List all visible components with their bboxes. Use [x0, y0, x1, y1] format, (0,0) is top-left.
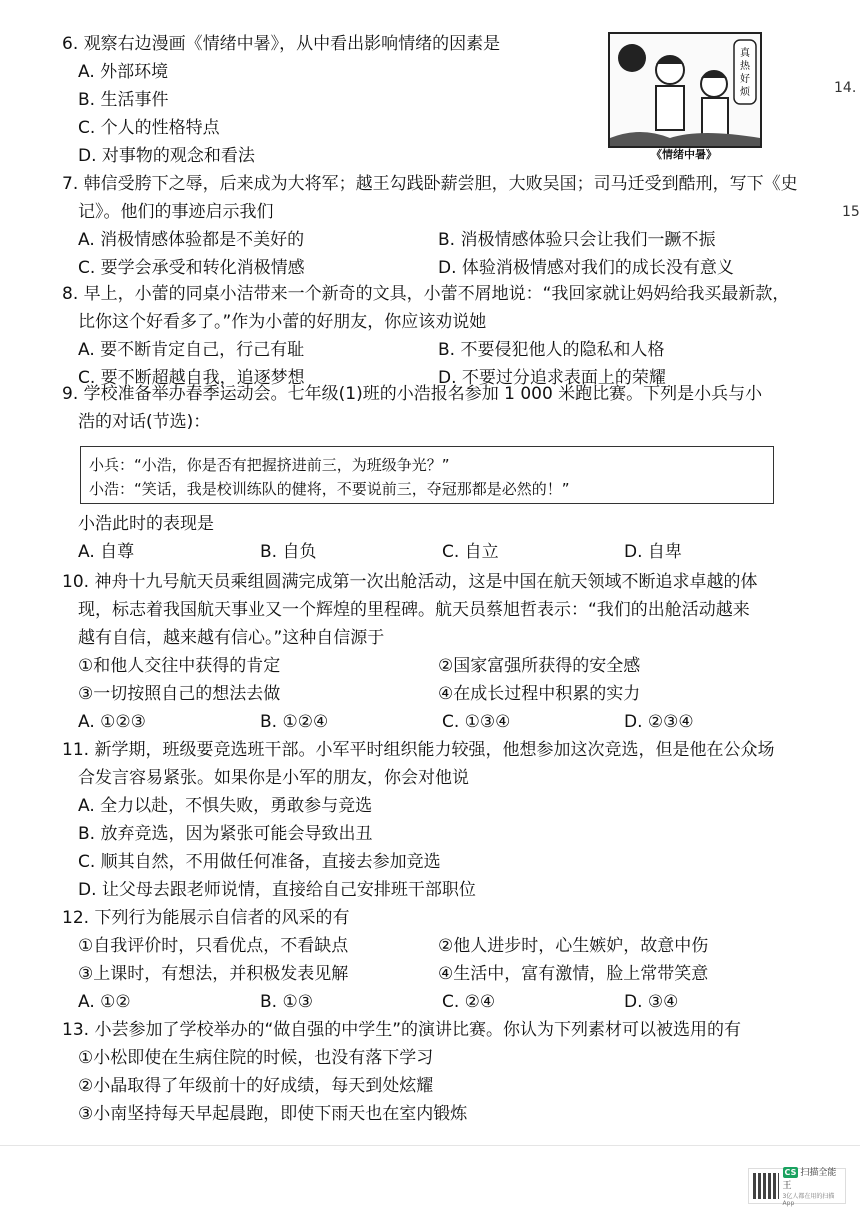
scanner-brand [783, 1165, 845, 1207]
dialog-line-xiaohao: 小浩：“笑话，我是校训练队的健将，不要说前三，夺冠那都是必然的！” [89, 480, 570, 498]
question-10-items-row1 [62, 652, 820, 680]
question-12-option-c: C. ②④ [442, 992, 496, 1012]
question-11-option-b: B. 放弃竞选，因为紧张可能会导致出丑 [78, 824, 373, 844]
question-7 [62, 170, 820, 282]
question-8-option-b: B. 不要侵犯他人的隐私和人格 [438, 340, 665, 360]
question-11-option-d: D. 让父母去跟老师说情，直接给自己安排班干部职位 [78, 880, 476, 900]
question-6-option-c: C. 个人的性格特点 [78, 118, 220, 138]
question-9-option-b: B. 自负 [260, 542, 317, 562]
question-12-options [62, 988, 820, 1016]
question-12-items-row2 [62, 960, 820, 988]
question-6-option-b: B. 生活事件 [78, 90, 169, 110]
scanner-watermark [748, 1168, 846, 1207]
question-9-options [62, 538, 820, 566]
question-7-option-c: C. 要学会承受和转化消极情感 [78, 258, 305, 278]
question-12-items-row1 [62, 932, 820, 960]
cartoon-caption: 《情绪中暑》 [651, 148, 717, 161]
scanner-brand-name: 扫描全能王 [782, 1168, 837, 1191]
question-11-option-c: C. 顺其自然，不用做任何准备，直接去参加竞选 [78, 852, 441, 872]
question-12-item-1: ①自我评价时，只看优点，不看缺点 [78, 936, 349, 956]
question-10-option-a: A. ①②③ [78, 712, 146, 732]
question-9-option-c: C. 自立 [442, 542, 499, 562]
question-10-option-c: C. ①③④ [442, 712, 511, 732]
question-12-stem: 12. 下列行为能展示自信者的风采的有 [62, 908, 350, 928]
svg-text:真: 真 [740, 48, 750, 59]
question-9-stem-line2: 浩的对话(节选)： [78, 412, 211, 432]
question-7-stem-line2: 记》。他们的事迹启示我们 [78, 202, 274, 222]
question-12-option-b: B. ①③ [260, 992, 313, 1012]
dialog-line-xiaobing: 小兵：“小浩，你是否有把握挤进前三，为班级争光？” [89, 456, 450, 474]
question-12-option-d: D. ③④ [624, 992, 679, 1012]
question-10-item-4: ④在成长过程中积累的实力 [438, 684, 641, 704]
question-9-tail [62, 510, 820, 566]
question-13 [62, 1016, 820, 1128]
question-6-option-d: D. 对事物的观念和看法 [78, 146, 255, 166]
question-11-stem-line1: 11. 新学期，班级要竞选班干部。小军平时组织能力较强，他想参加这次竞选，但是他在公众场 [62, 740, 775, 760]
question-13-item-2: ②小晶取得了年级前十的好成绩，每天到处炫耀 [78, 1076, 434, 1096]
scan-edge-divider [0, 1145, 860, 1146]
question-6-option-a: A. 外部环境 [78, 62, 169, 82]
question-9-option-d: D. 自卑 [624, 542, 682, 562]
question-12-option-a: A. ①② [78, 992, 131, 1012]
question-12 [62, 904, 820, 1016]
question-10 [62, 568, 820, 736]
sun-icon [618, 44, 646, 72]
question-8 [62, 280, 820, 392]
question-10-stem-line3: 越有自信，越来越有信心。”这种自信源于 [78, 628, 385, 648]
question-10-items-row2 [62, 680, 820, 708]
question-8-stem-line2: 比你这个好看多了。”作为小蕾的好朋友，你应该劝说她 [78, 312, 487, 332]
question-12-item-2: ②他人进步时，心生嫉妒，故意中伤 [438, 936, 709, 956]
question-8-stem-line1: 8. 早上，小蕾的同桌小洁带来一个新奇的文具，小蕾不屑地说：“我回家就让妈妈给我买最新款， [62, 284, 790, 304]
edge-mark-15: 15 [842, 204, 860, 220]
question-11-option-a: A. 全力以赴，不惧失败，勇敢参与竞选 [78, 796, 373, 816]
question-10-item-2: ②国家富强所获得的安全感 [438, 656, 641, 676]
scanner-tagline: 3亿人都在用的扫描App [782, 1193, 835, 1207]
dialog-box [80, 446, 774, 504]
question-8-option-c: C. 要不断超越自我，追逐梦想 [78, 368, 305, 388]
question-9-stem-line1: 9. 学校准备举办春季运动会。七年级(1)班的小浩报名参加 1 000 米跑比赛。下列是小兵与小 [62, 384, 763, 404]
question-10-option-d: D. ②③④ [624, 712, 694, 732]
question-10-option-b: B. ①②④ [260, 712, 329, 732]
svg-text:烦: 烦 [740, 87, 750, 98]
edge-mark-14: 14. [834, 80, 857, 96]
question-10-stem-line2: 现，标志着我国航天事业又一个辉煌的里程碑。航天员蔡旭哲表示：“我们的出舱活动越来 [78, 600, 750, 620]
question-6-stem: 6. 观察右边漫画《情绪中暑》，从中看出影响情绪的因素是 [62, 34, 501, 54]
cartoon-image [608, 32, 762, 148]
question-9 [62, 380, 820, 436]
question-11-stem-line2: 合发言容易紧张。如果你是小军的朋友，你会对他说 [78, 768, 469, 788]
question-9-option-a: A. 自尊 [78, 542, 135, 562]
svg-text:好: 好 [740, 74, 750, 85]
svg-text:热: 热 [740, 61, 750, 72]
question-8-option-d: D. 不要过分追求表面上的荣耀 [438, 368, 666, 388]
question-9-stem-line3: 小浩此时的表现是 [78, 514, 214, 534]
question-12-item-3: ③上课时，有想法，并积极发表见解 [78, 964, 349, 984]
question-8-option-a: A. 要不断肯定自己，行己有耻 [78, 340, 305, 360]
question-13-item-3: ③小南坚持每天早起晨跑，即使下雨天也在室内锻炼 [78, 1104, 468, 1124]
question-10-options [62, 708, 820, 736]
question-7-option-b: B. 消极情感体验只会让我们一蹶不振 [438, 230, 716, 250]
scanner-badge: CS [784, 1168, 797, 1177]
question-7-stem-line1: 7. 韩信受胯下之辱，后来成为大将军；越王勾践卧薪尝胆，大败吴国；司马迁受到酷刑，写下《史 [62, 174, 798, 194]
question-8-options-row1 [62, 336, 820, 364]
question-7-options-row1 [62, 226, 820, 254]
question-10-item-3: ③一切按照自己的想法去做 [78, 684, 281, 704]
cartoon-drawing [610, 34, 760, 146]
question-12-item-4: ④生活中，富有激情，脸上常带笑意 [438, 964, 709, 984]
question-10-item-1: ①和他人交往中获得的肯定 [78, 656, 281, 676]
question-7-option-a: A. 消极情感体验都是不美好的 [78, 230, 305, 250]
question-7-options-row2 [62, 254, 820, 282]
question-13-item-1: ①小松即使在生病住院的时候，也没有落下学习 [78, 1048, 434, 1068]
question-11 [62, 736, 820, 904]
question-13-stem: 13. 小芸参加了学校举办的“做自强的中学生”的演讲比赛。你认为下列素材可以被选用的有 [62, 1020, 742, 1040]
question-7-option-d: D. 体验消极情感对我们的成长没有意义 [438, 258, 734, 278]
question-10-stem-line1: 10. 神舟十九号航天员乘组圆满完成第一次出舱活动，这是中国在航天领域不断追求卓越的体 [62, 572, 758, 592]
qr-code-icon [753, 1173, 779, 1199]
